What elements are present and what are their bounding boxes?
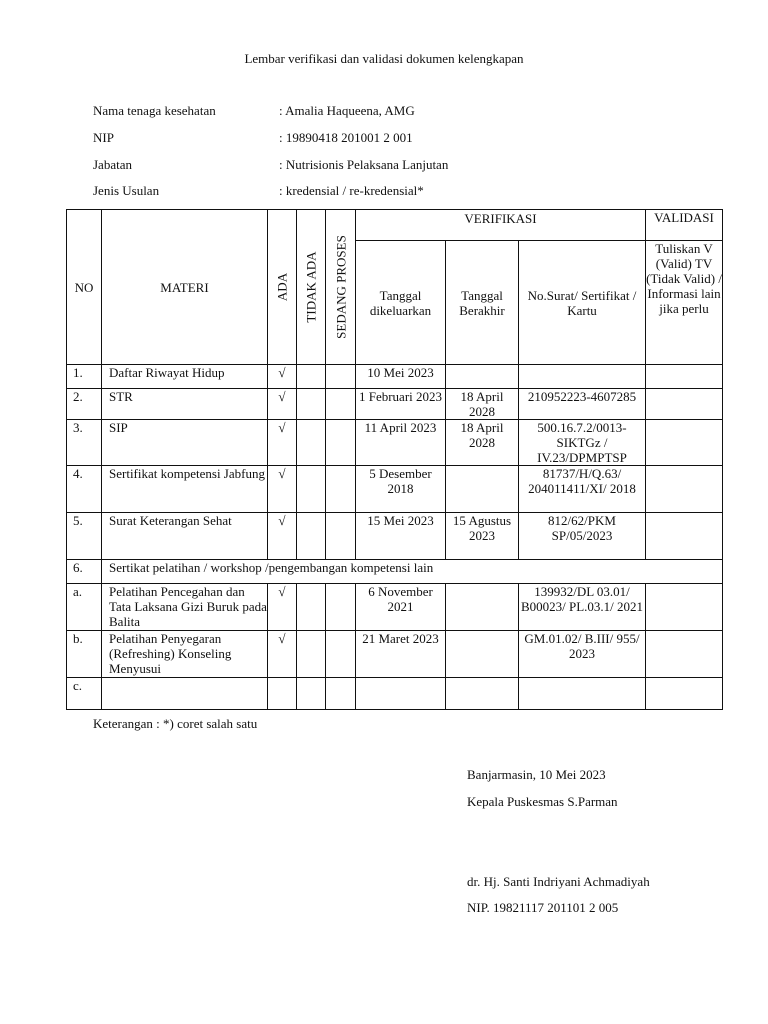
row-ada: √ (268, 389, 297, 420)
header-tanggal-dikeluarkan: Tanggal dikeluarkan (356, 241, 446, 365)
row-validasi (646, 584, 723, 631)
row-materi: Daftar Riwayat Hidup (102, 365, 268, 389)
header-sedang-proses (326, 210, 356, 365)
name-value: : Amalia Haqueena, AMG (279, 103, 415, 118)
row-nomor (519, 365, 646, 389)
header-materi: MATERI (102, 210, 268, 365)
row-tidak-ada (297, 513, 326, 560)
section-no: 6. (67, 560, 102, 584)
row-terbit (356, 678, 446, 710)
document-title: Lembar verifikasi dan validasi dokumen kelengkapan (244, 51, 524, 66)
row-nomor: 210952223-4607285 (519, 389, 646, 420)
row-nomor: 139932/DL 03.01/ B00023/ PL.03.1/ 2021 (519, 584, 646, 631)
signature-position: Kepala Puskesmas S.Parman (467, 794, 618, 809)
row-berakhir (446, 466, 519, 513)
row-ada: √ (268, 584, 297, 631)
footnote: Keterangan : *) coret salah satu (93, 716, 258, 731)
row-materi (102, 678, 268, 710)
table-row (67, 466, 723, 513)
row-ada: √ (268, 365, 297, 389)
row-nomor: GM.01.02/ B.III/ 955/ 2023 (519, 631, 646, 678)
row-nomor (519, 678, 646, 710)
row-berakhir: 18 April 2028 (446, 389, 519, 420)
row-no: 1. (67, 365, 102, 389)
table-row (67, 584, 723, 631)
row-no: b. (67, 631, 102, 678)
row-terbit: 11 April 2023 (356, 420, 446, 466)
row-proses (326, 420, 356, 466)
row-validasi (646, 466, 723, 513)
row-no: 5. (67, 513, 102, 560)
row-terbit: 6 November 2021 (356, 584, 446, 631)
section-label: Sertikat pelatihan / workshop /pengembangan kompetensi lain (102, 560, 723, 584)
row-materi: STR (102, 389, 268, 420)
row-ada: √ (268, 513, 297, 560)
row-proses (326, 365, 356, 389)
table-row (67, 420, 723, 466)
row-ada (268, 678, 297, 710)
row-validasi (646, 631, 723, 678)
row-ada: √ (268, 420, 297, 466)
header-sedang-proses-text: SEDANG PROSES (333, 235, 348, 339)
row-materi: Pelatihan Penyegaran (Refreshing) Konseling Menyusui (102, 631, 268, 678)
signature-name: dr. Hj. Santi Indriyani Achmadiyah (467, 874, 650, 889)
row-no: a. (67, 584, 102, 631)
row-proses (326, 678, 356, 710)
row-proses (326, 466, 356, 513)
header-tanggal-berakhir: Tanggal Berakhir (446, 241, 519, 365)
row-materi: SIP (102, 420, 268, 466)
header-verifikasi: VERIFIKASI (356, 210, 646, 241)
row-no: 4. (67, 466, 102, 513)
jabatan-value: : Nutrisionis Pelaksana Lanjutan (279, 157, 449, 172)
jabatan-label: Jabatan (93, 157, 132, 172)
header-validasi: VALIDASI (646, 210, 723, 241)
row-berakhir (446, 584, 519, 631)
row-tidak-ada (297, 365, 326, 389)
header-tidak-ada-text: TIDAK ADA (303, 251, 319, 323)
row-validasi (646, 678, 723, 710)
row-terbit: 21 Maret 2023 (356, 631, 446, 678)
row-terbit: 5 Desember 2018 (356, 466, 446, 513)
row-nomor: 81737/H/Q.63/ 204011411/XI/ 2018 (519, 466, 646, 513)
row-berakhir: 15 Agustus 2023 (446, 513, 519, 560)
info-block (93, 103, 593, 203)
signature-nip: NIP. 19821117 201101 2 005 (467, 900, 619, 915)
row-materi: Sertifikat kompetensi Jabfung (102, 466, 268, 513)
row-ada: √ (268, 466, 297, 513)
name-label: Nama tenaga kesehatan (93, 103, 216, 118)
table-row (67, 678, 723, 710)
row-tidak-ada (297, 584, 326, 631)
row-proses (326, 389, 356, 420)
row-berakhir: 18 April 2028 (446, 420, 519, 466)
row-proses (326, 631, 356, 678)
header-no: NO (67, 210, 102, 365)
header-tidak-ada (297, 210, 326, 365)
table-row (67, 631, 723, 678)
row-materi: Surat Keterangan Sehat (102, 513, 268, 560)
section-row (67, 560, 723, 584)
row-berakhir (446, 678, 519, 710)
row-ada: √ (268, 631, 297, 678)
row-tidak-ada (297, 466, 326, 513)
verification-table (66, 209, 723, 710)
row-terbit: 15 Mei 2023 (356, 513, 446, 560)
header-tuliskan: Tuliskan V (Valid) TV (Tidak Valid) / Informasi lain jika perlu (646, 241, 723, 365)
usulan-label: Jenis Usulan (93, 183, 160, 198)
row-no: 3. (67, 420, 102, 466)
row-proses (326, 584, 356, 631)
usulan-value: : kredensial / re-kredensial* (279, 183, 424, 198)
row-no: 2. (67, 389, 102, 420)
row-tidak-ada (297, 678, 326, 710)
header-no-surat: No.Surat/ Sertifikat / Kartu (519, 241, 646, 365)
row-tidak-ada (297, 420, 326, 466)
nip-label: NIP (93, 130, 114, 145)
nip-value: : 19890418 201001 2 001 (279, 130, 413, 145)
row-no: c. (67, 678, 102, 710)
row-validasi (646, 513, 723, 560)
row-berakhir (446, 631, 519, 678)
header-ada-text: ADA (274, 272, 290, 302)
signature-place-date: Banjarmasin, 10 Mei 2023 (467, 767, 606, 782)
row-nomor: 812/62/PKM SP/05/2023 (519, 513, 646, 560)
row-validasi (646, 389, 723, 420)
table-row (67, 389, 723, 420)
row-berakhir (446, 365, 519, 389)
row-nomor: 500.16.7.2/0013-SIKTGz / IV.23/DPMPTSP (519, 420, 646, 466)
row-terbit: 10 Mei 2023 (356, 365, 446, 389)
table-row (67, 365, 723, 389)
row-validasi (646, 420, 723, 466)
row-validasi (646, 365, 723, 389)
row-tidak-ada (297, 389, 326, 420)
row-proses (326, 513, 356, 560)
header-ada (268, 210, 297, 365)
row-terbit: 1 Februari 2023 (356, 389, 446, 420)
row-materi: Pelatihan Pencegahan dan Tata Laksana Gizi Buruk pada Balita (102, 584, 268, 631)
table-row (67, 513, 723, 560)
row-tidak-ada (297, 631, 326, 678)
